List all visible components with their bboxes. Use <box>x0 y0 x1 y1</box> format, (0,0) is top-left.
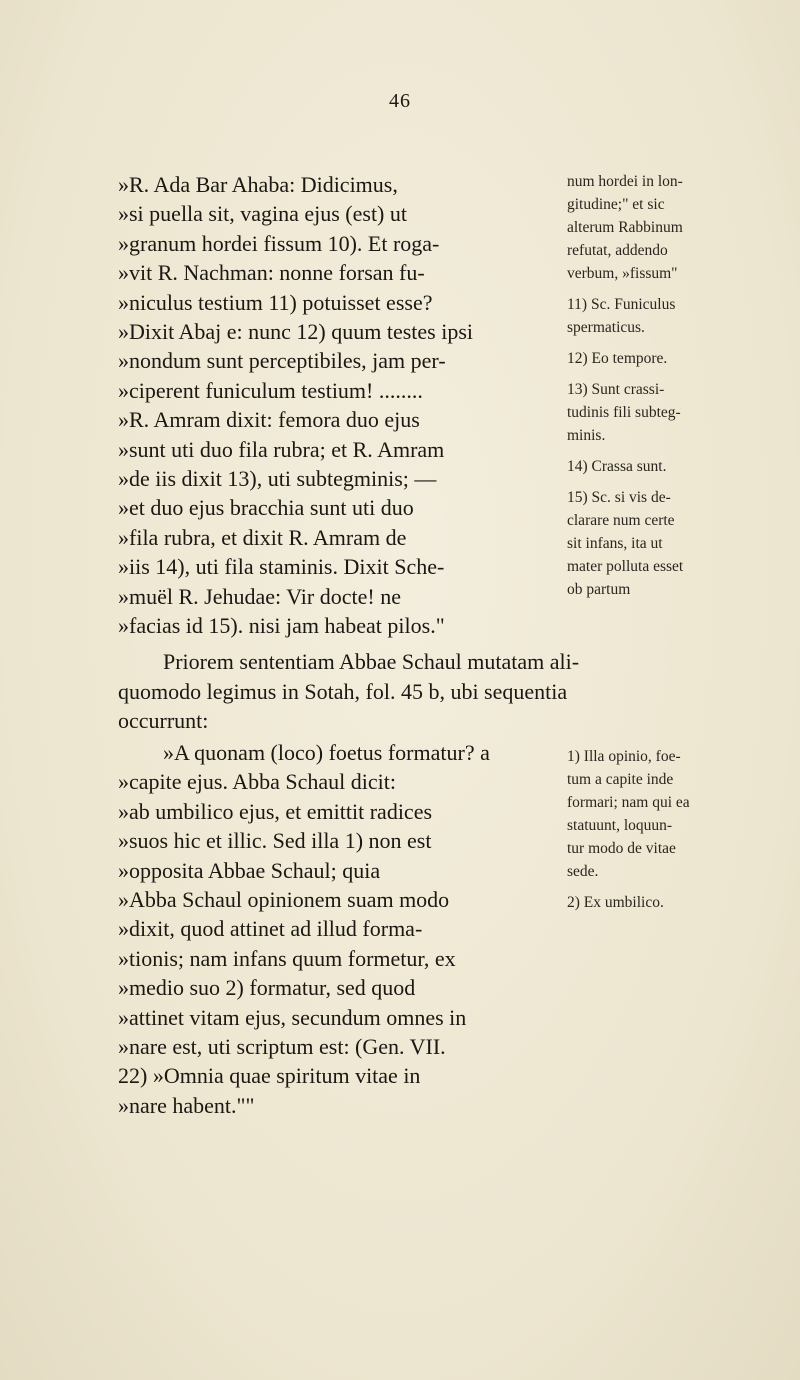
footnote-line: ob partum <box>567 581 631 598</box>
text-line: 22) »Omnia quae spiritum vitae in <box>118 1063 421 1089</box>
text-line: »tionis; nam infans quum formetur, ex <box>118 945 456 971</box>
footnote-line: 15) Sc. si vis de- <box>567 489 671 506</box>
footnote-line: clarare num certe <box>567 512 675 529</box>
footnote-line: 1) Illa opinio, foe- <box>567 748 681 765</box>
footnote-line: verbum, »fissum" <box>567 265 678 282</box>
text-line: »nondum sunt perceptibiles, jam per- <box>118 348 446 374</box>
footnote-line: gitudine;" et sic <box>567 196 665 213</box>
footnote-line: spermaticus. <box>567 319 645 336</box>
full-width-paragraph <box>118 647 748 736</box>
footnote-2 <box>567 891 749 914</box>
footnote-line: statuunt, loquun- <box>567 817 673 834</box>
footnote-11 <box>567 293 749 339</box>
footnote-line: 2) Ex umbilico. <box>567 894 664 911</box>
text-line: »muël R. Jehudae: Vir docte! ne <box>118 583 401 609</box>
text-line: Priorem sententiam Abbae Schaul mutatam ali- <box>163 649 580 674</box>
footnote-line: num hordei in lon- <box>567 173 683 190</box>
text-line: »niculus testium 11) potuisset esse? <box>118 289 433 315</box>
footnote-line: 14) Crassa sunt. <box>567 458 667 475</box>
footnote-line: minis. <box>567 427 606 444</box>
page-number: 46 <box>389 90 411 112</box>
text-line: »A quonam (loco) foetus formatur? a <box>163 740 490 765</box>
text-line: »iis 14), uti fila staminis. Dixit Sche- <box>118 554 445 580</box>
text-line: »de iis dixit 13), uti subtegminis; — <box>118 466 437 492</box>
text-line: »attinet vitam ejus, secundum omnes in <box>118 1004 467 1030</box>
footnote-line: refutat, addendo <box>567 242 668 259</box>
text-line: quomodo legimus in Sotah, fol. 45 b, ubi sequentia <box>118 678 568 704</box>
text-line: »R. Ada Bar Ahaba: Didicimus, <box>118 172 398 197</box>
text-line: »R. Amram dixit: femora duo ejus <box>118 407 420 433</box>
text-line: »ciperent funiculum testium! ........ <box>118 377 423 403</box>
footnote-12 <box>567 347 749 370</box>
main-text-block-2 <box>118 738 548 1120</box>
footnote-line: formari; nam qui ea <box>567 794 690 811</box>
footnotes-column-1 <box>567 170 749 609</box>
text-line: »suos hic et illic. Sed illa 1) non est <box>118 828 432 854</box>
text-line: »medio suo 2) formatur, sed quod <box>118 975 416 1001</box>
footnote-line: mater polluta esset <box>567 558 684 575</box>
text-line: »et duo ejus bracchia sunt uti duo <box>118 495 414 521</box>
text-line: »Dixit Abaj e: nunc 12) quum testes ipsi <box>118 319 474 345</box>
footnote-line: 12) Eo tempore. <box>567 350 668 367</box>
footnote-line: alterum Rabbinum <box>567 219 683 236</box>
footnote-14 <box>567 455 749 478</box>
footnotes-column-2 <box>567 745 749 922</box>
footnote-line: sede. <box>567 863 599 880</box>
footnote-line: tur modo de vitae <box>567 840 676 857</box>
footnote-line: tudinis fili subteg- <box>567 404 681 421</box>
main-text-block-1 <box>118 170 548 641</box>
text-line: »vit R. Nachman: nonne forsan fu- <box>118 260 425 286</box>
footnote-1 <box>567 745 749 883</box>
footnote-line: 11) Sc. Funiculus <box>567 296 676 313</box>
text-line: occurrunt: <box>118 708 209 733</box>
text-line: »dixit, quod attinet ad illud forma- <box>118 916 423 942</box>
footnote-line: sit infans, ita ut <box>567 535 663 552</box>
text-line: »fila rubra, et dixit R. Amram de <box>118 524 407 550</box>
footnote-line: 13) Sunt crassi- <box>567 381 665 398</box>
text-line: »granum hordei fissum 10). Et roga- <box>118 230 440 256</box>
footnote-13 <box>567 378 749 447</box>
text-line: »ab umbilico ejus, et emittit radices <box>118 798 433 824</box>
text-line: »capite ejus. Abba Schaul dicit: <box>118 769 396 795</box>
text-line: »facias id 15). nisi jam habeat pilos." <box>118 613 445 639</box>
text-line: »nare habent."" <box>118 1092 255 1118</box>
text-line: »sunt uti duo fila rubra; et R. Amram <box>118 436 445 462</box>
text-line: »opposita Abbae Schaul; quia <box>118 857 381 883</box>
footnote-line: tum a capite inde <box>567 771 674 788</box>
footnote <box>567 170 749 285</box>
text-line: »Abba Schaul opinionem suam modo <box>118 887 450 913</box>
text-line: »nare est, uti scriptum est: (Gen. VII. <box>118 1034 446 1060</box>
footnote-15 <box>567 486 749 601</box>
text-line: »si puella sit, vagina ejus (est) ut <box>118 201 407 227</box>
